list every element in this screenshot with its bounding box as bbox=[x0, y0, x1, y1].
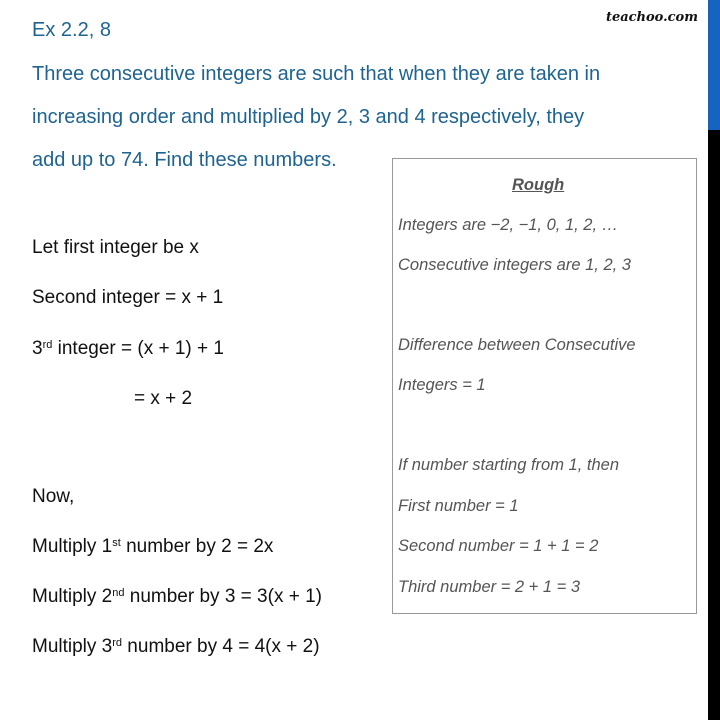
teachoo-logo: teachoo.com bbox=[605, 10, 698, 25]
question-line: increasing order and multiplied by 2, 3 and 4 respectively, they bbox=[32, 106, 585, 128]
rough-line: Difference between Consecutive bbox=[398, 336, 636, 354]
question-line: add up to 74. Find these numbers. bbox=[32, 149, 337, 171]
rough-line: Consecutive integers are 1, 2, 3 bbox=[398, 256, 631, 274]
solution-line: Multiply 2nd number by 3 = 3(x + 1) bbox=[32, 586, 322, 607]
solution-line: Multiply 1st number by 2 = 2x bbox=[32, 536, 274, 557]
solution-line: Multiply 3rd number by 4 = 4(x + 2) bbox=[32, 636, 320, 657]
side-edge bbox=[708, 130, 720, 720]
rough-line: If number starting from 1, then bbox=[398, 456, 620, 474]
solution-line: = x + 2 bbox=[134, 388, 193, 409]
scrollbar-accent bbox=[708, 0, 720, 130]
rough-line: Integers = 1 bbox=[398, 376, 486, 394]
rough-line: Second number = 1 + 1 = 2 bbox=[398, 537, 599, 555]
exercise-title: Ex 2.2, 8 bbox=[32, 19, 111, 41]
rough-line: Integers are −2, −1, 0, 1, 2, … bbox=[398, 216, 619, 234]
solution-line: Now, bbox=[32, 486, 75, 507]
solution-line: Let first integer be x bbox=[32, 237, 199, 258]
rough-line: First number = 1 bbox=[398, 497, 519, 515]
solution-line: Second integer = x + 1 bbox=[32, 287, 224, 308]
solution-line: 3rd integer = (x + 1) + 1 bbox=[32, 338, 224, 359]
rough-heading: Rough bbox=[512, 176, 565, 194]
question-line: Three consecutive integers are such that when they are taken in bbox=[32, 63, 601, 85]
rough-line: Third number = 2 + 1 = 3 bbox=[398, 578, 581, 596]
